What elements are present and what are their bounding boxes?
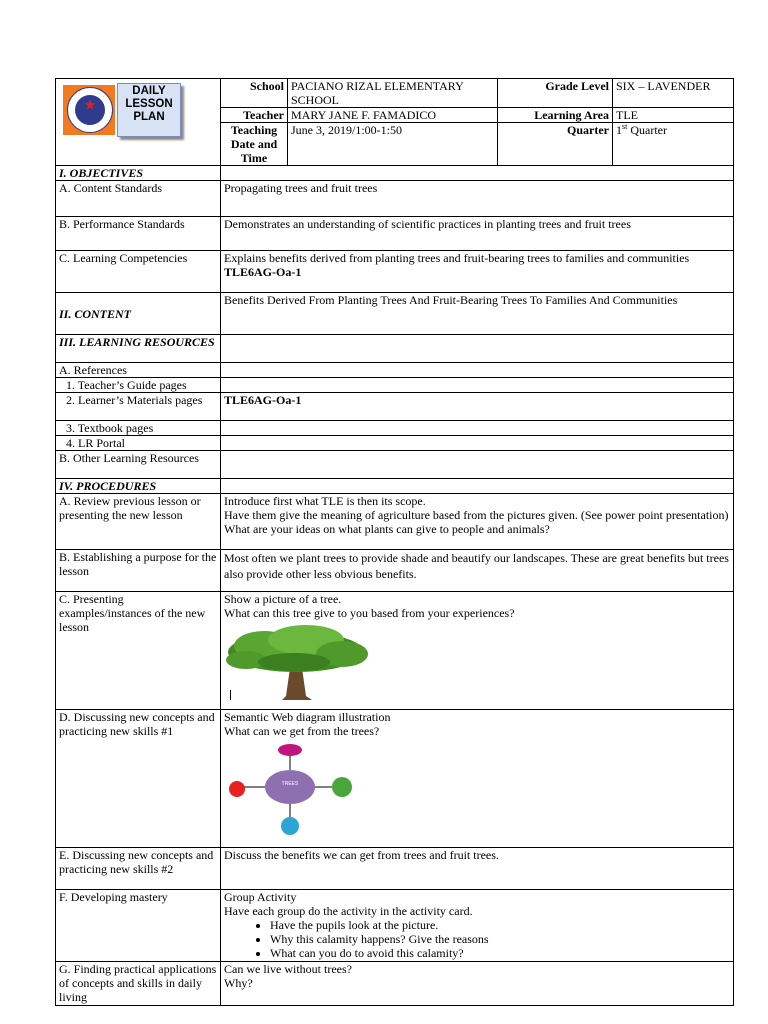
school-value: PACIANO RIZAL ELEMENTARY SCHOOL (288, 79, 498, 108)
mastery-bullet: • What can you do to avoid this calamity? (270, 946, 730, 960)
mastery-bullet: • Why this calamity happens? Give the reasons (270, 932, 730, 946)
review-line3: What are your ideas on what plants can give to people and animals? (224, 522, 550, 536)
web-node-top (278, 744, 302, 756)
presenting-examples-value (221, 592, 734, 710)
quarter-label: Quarter (498, 123, 613, 166)
examples-line1: Show a picture of a tree. (224, 592, 342, 606)
web-node-bottom (281, 817, 299, 835)
lesson-plan-table (55, 78, 734, 1006)
lr-portal-blank (221, 436, 734, 451)
quarter-number: 1 (616, 123, 622, 137)
lr-portal-label: 4. LR Portal (56, 436, 221, 451)
teaching-date-value: June 3, 2019/1:00-1:50 (288, 123, 498, 166)
discussing-concepts-1-value (221, 710, 734, 848)
learning-area-label: Learning Area (498, 108, 613, 123)
web-center-label: TREES (281, 781, 299, 787)
grade-level-label: Grade Level (498, 79, 613, 108)
practical-applications-label: G. Finding practical applications of concepts and skills in daily living (56, 962, 221, 1006)
competencies-code: TLE6AG-Oa-1 (224, 265, 302, 279)
review-line1: Introduce first what TLE is then its scope. (224, 494, 426, 508)
review-lesson-value (221, 494, 734, 550)
badge-line1: DAILY (132, 85, 166, 97)
logo-cell (56, 79, 221, 166)
quarter-suffix: st (622, 122, 628, 131)
diagram-line2: What can we get from the trees? (224, 724, 380, 738)
developing-mastery-value (221, 890, 734, 962)
semantic-web-diagram (224, 742, 364, 838)
presenting-examples-label: C. Presenting examples/instances of the new lesson (56, 592, 221, 710)
quarter-value (613, 123, 734, 166)
daily-lesson-plan-badge (117, 83, 181, 137)
tree-image (224, 624, 374, 700)
examples-line2: What can this tree give to you based from your experiences? (224, 606, 515, 620)
learning-competencies-value (221, 251, 734, 293)
content-standards-value: Propagating trees and fruit trees (221, 181, 734, 217)
procedures-heading: IV. PROCEDURES (56, 479, 221, 494)
web-node-left (229, 781, 245, 797)
learning-area-value: TLE (613, 108, 734, 123)
grade-level-value: SIX – LAVENDER (613, 79, 734, 108)
teaching-date-label: Teaching Date and Time (221, 123, 288, 166)
purpose-label: B. Establishing a purpose for the lesson (56, 550, 221, 592)
teacher-label: Teacher (221, 108, 288, 123)
discussing-concepts-2-value: Discuss the benefits we can get from trees and fruit trees. (221, 848, 734, 890)
badge-line2: LESSON (125, 98, 173, 110)
textbook-pages-blank (221, 421, 734, 436)
developing-mastery-label: F. Developing mastery (56, 890, 221, 962)
references-label: A. References (56, 363, 221, 378)
quarter-word: Quarter (630, 123, 667, 137)
procedures-blank (221, 479, 734, 494)
web-center-node (265, 770, 315, 804)
content-standards-label: A. Content Standards (56, 181, 221, 217)
learners-materials-label: 2. Learner’s Materials pages (56, 393, 221, 421)
mastery-bullet: • Have the pupils look at the picture. (270, 918, 730, 932)
teacher-value: MARY JANE F. FAMADICO (288, 108, 498, 123)
learning-resources-blank (221, 335, 734, 363)
other-resources-label: B. Other Learning Resources (56, 451, 221, 479)
diagram-line1: Semantic Web diagram illustration (224, 710, 391, 724)
learning-resources-heading: III. LEARNING RESOURCES (56, 335, 221, 363)
references-blank (221, 363, 734, 378)
mastery-line2: Have each group do the activity in the activity card. (224, 904, 473, 918)
school-label: School (221, 79, 288, 108)
competencies-text: Explains benefits derived from planting trees and fruit-bearing trees to families and communities (224, 251, 690, 265)
performance-standards-label: B. Performance Standards (56, 217, 221, 251)
teachers-guide-label: 1. Teacher’s Guide pages (56, 378, 221, 393)
badge-line3: PLAN (133, 111, 165, 123)
review-line2: Have them give the meaning of agriculture based from the pictures given. (See power point presentation) (224, 508, 729, 522)
performance-standards-value: Demonstrates an understanding of scientific practices in planting trees and fruit trees (221, 217, 734, 251)
practical-applications-value (221, 962, 734, 1006)
web-node-right (332, 777, 352, 797)
learning-competencies-label: C. Learning Competencies (56, 251, 221, 293)
discussing-concepts-2-label: E. Discussing new concepts and practicing new skills #2 (56, 848, 221, 890)
applications-line2: Why? (224, 976, 253, 990)
content-heading: II. CONTENT (56, 293, 221, 335)
review-lesson-label: A. Review previous lesson or presenting the new lesson (56, 494, 221, 550)
other-resources-blank (221, 451, 734, 479)
mastery-line1: Group Activity (224, 890, 297, 904)
discussing-concepts-1-label: D. Discussing new concepts and practicing new skills #1 (56, 710, 221, 848)
teachers-guide-blank (221, 378, 734, 393)
learners-materials-value: TLE6AG-Oa-1 (221, 393, 734, 421)
content-value: Benefits Derived From Planting Trees And Fruit-Bearing Trees To Families And Communities (221, 293, 734, 335)
objectives-blank (221, 166, 734, 181)
deped-seal-logo (63, 85, 115, 135)
applications-line1: Can we live without trees? (224, 962, 352, 976)
textbook-pages-label: 3. Textbook pages (56, 421, 221, 436)
mastery-bullets (224, 918, 730, 960)
purpose-value: Most often we plant trees to provide shade and beautify our landscapes. These are great benefits but trees also provide other less obvious benefits. (221, 550, 734, 592)
objectives-heading: I. OBJECTIVES (56, 166, 221, 181)
